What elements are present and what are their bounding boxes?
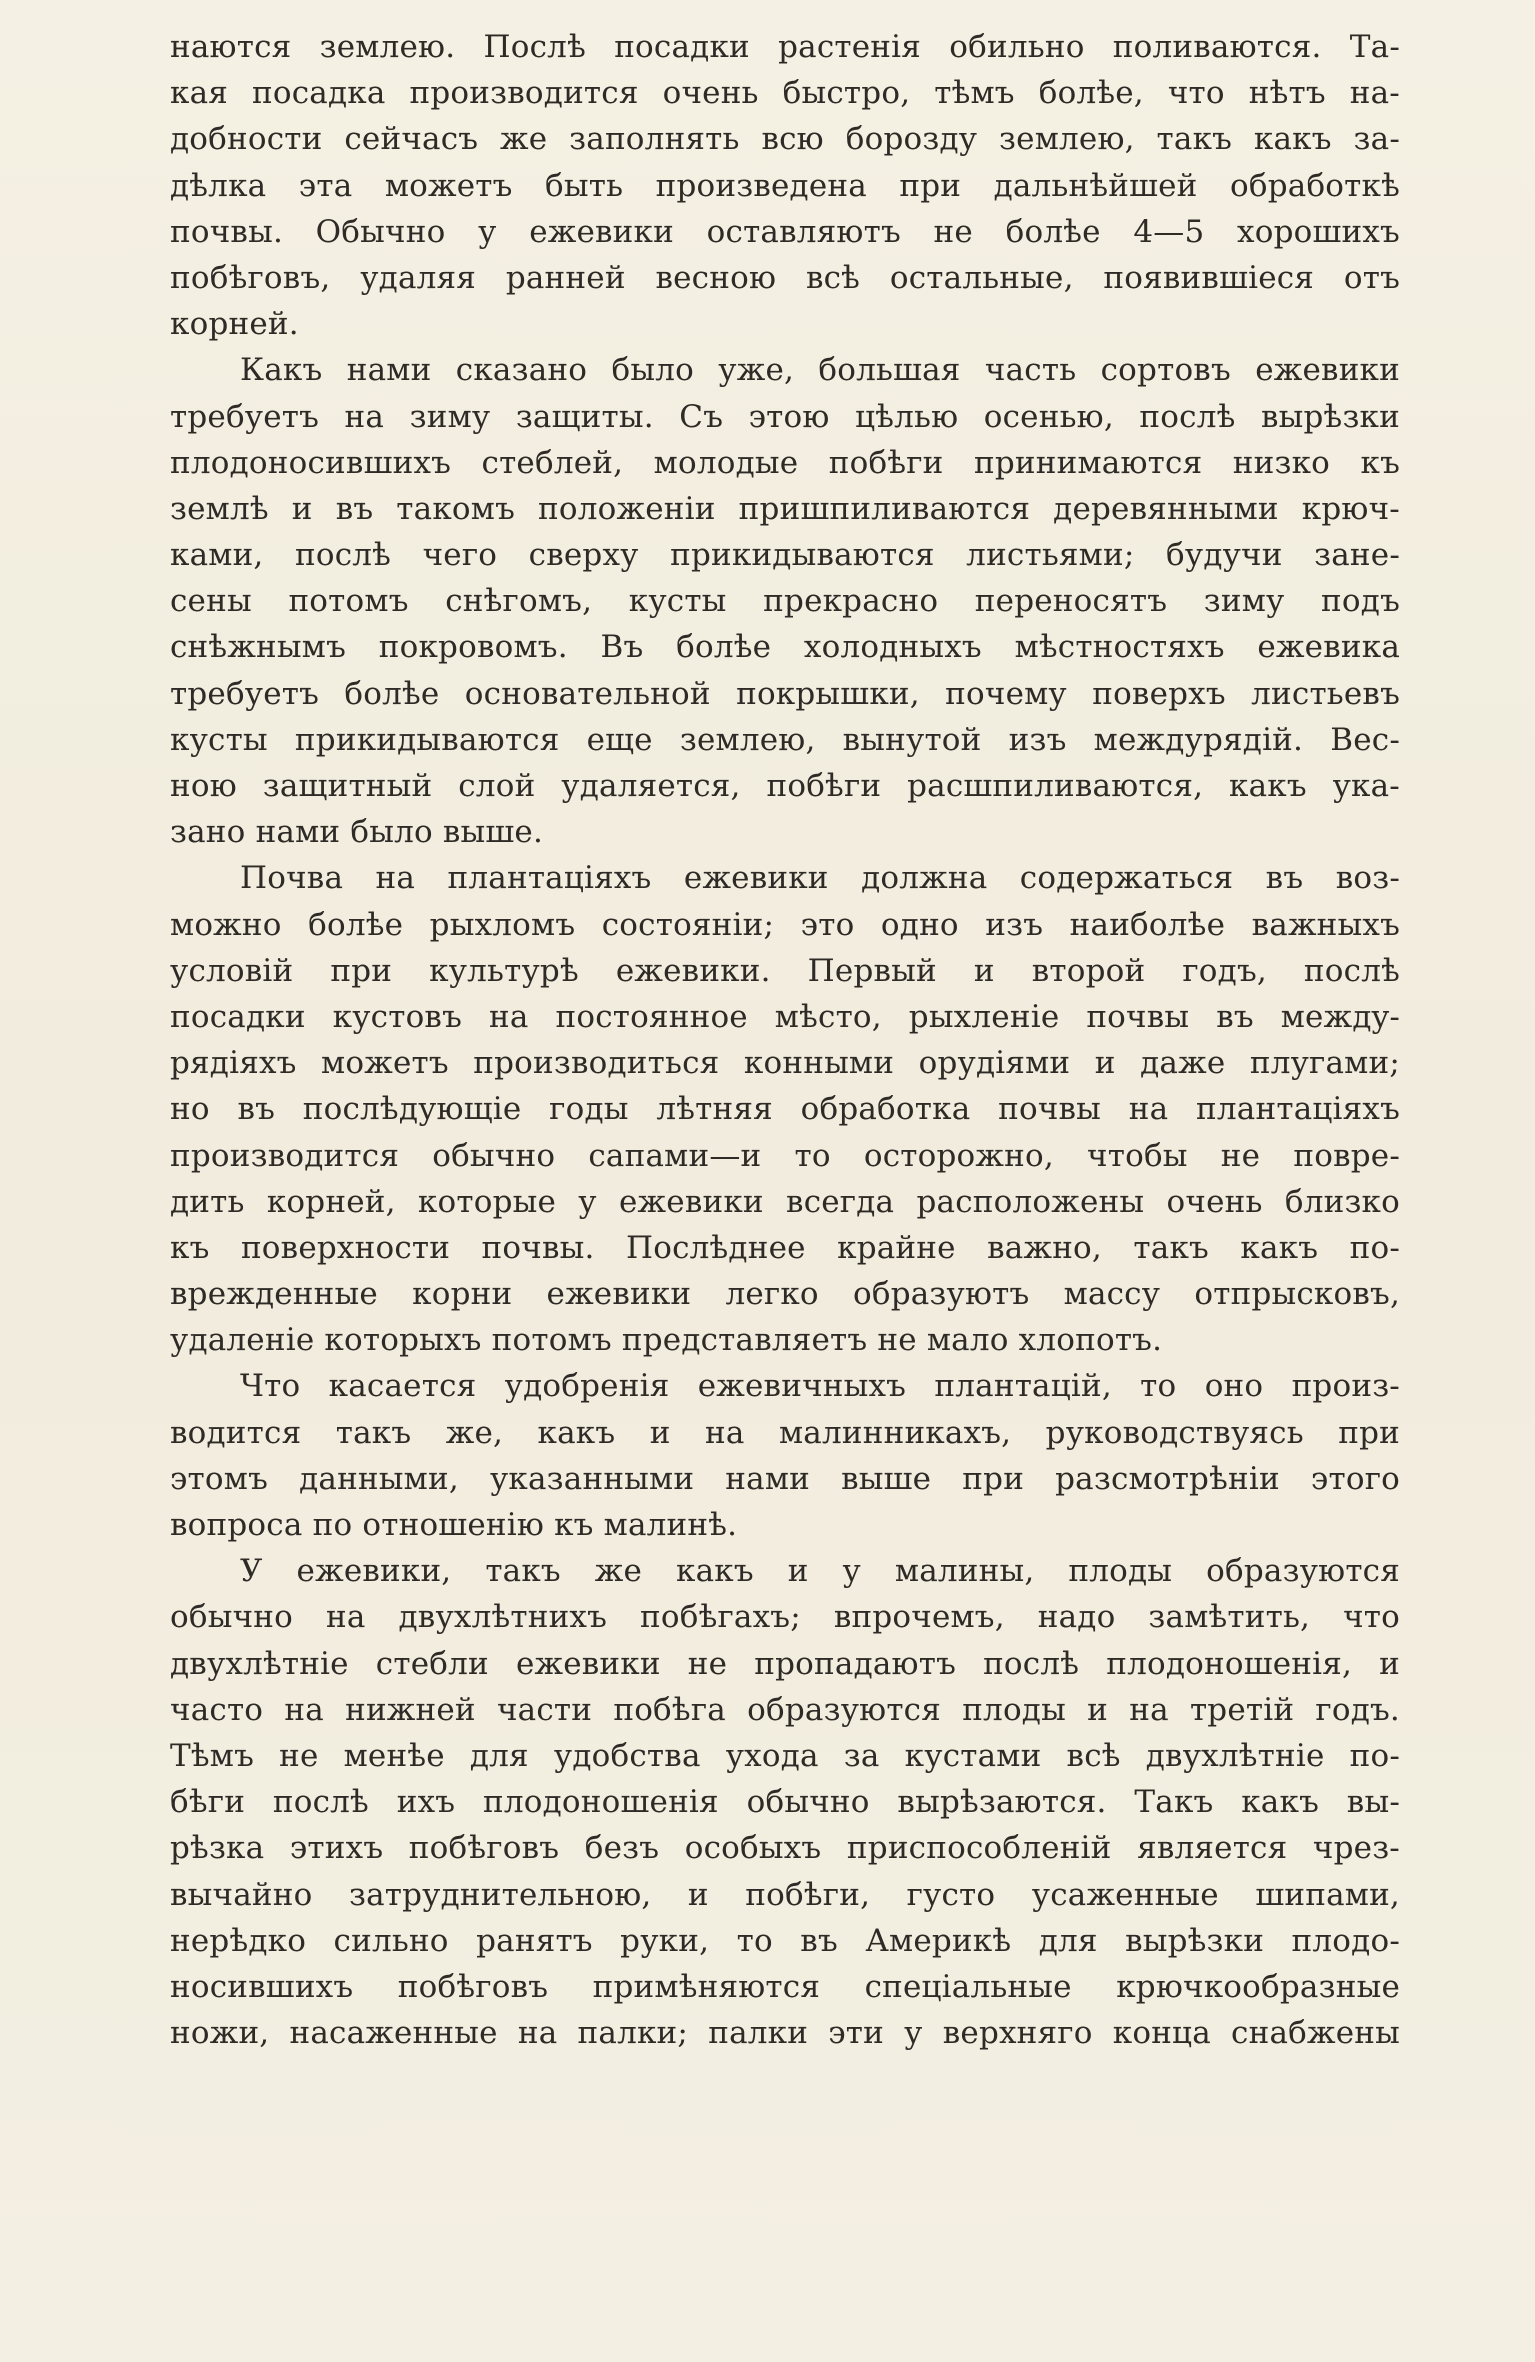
text-line: Что касается удобренія ежевичныхъ плантацій, то оно произ- [240, 1368, 1400, 1405]
text-line: зано нами было выше. [170, 814, 544, 851]
text-line: ною защитный слой удаляется, побѣги расшпиливаются, какъ ука- [170, 768, 1400, 804]
paragraph [170, 24, 1400, 347]
text-line: землѣ и въ такомъ положеніи пришпиливаются деревянными крюч- [170, 490, 1400, 527]
text-line: корней. [170, 306, 299, 343]
paragraph [170, 1363, 1400, 1548]
text-line: требуетъ на зиму защиты. Съ этою цѣлью осенью, послѣ вырѣзки [170, 398, 1400, 435]
text-line: Тѣмъ не менѣе для удобства ухода за кустами всѣ двухлѣтніе по- [170, 1737, 1400, 1774]
text-line: водится такъ же, какъ и на малинникахъ, руководствуясь при [170, 1414, 1400, 1451]
text-line: производится обычно сапами—и то осторожно, чтобы не повре- [170, 1137, 1400, 1174]
text-line: посадки кустовъ на постоянное мѣсто, рыхленіе почвы въ междy- [170, 998, 1400, 1035]
paragraph [170, 347, 1400, 855]
text-line: ножи, насаженные на палки; палки эти у верхняго конца снабжены [170, 2015, 1400, 2052]
text-line: врежденные корни ежевики легко образуютъ массу отпрысковъ, [170, 1276, 1400, 1313]
text-line: снѣжнымъ покровомъ. Въ болѣе холодныхъ мѣстностяхъ ежевика [170, 629, 1400, 666]
text-line: требуетъ болѣе основательной покрышки, почему поверхъ листьевъ [170, 675, 1400, 712]
text-line: добности сейчасъ же заполнять всю борозду землею, такъ какъ за- [170, 121, 1400, 158]
body-text [170, 24, 1400, 2056]
text-line: двухлѣтніе стебли ежевики не пропадаютъ послѣ плодоношенія, и [170, 1645, 1400, 1682]
text-line: но въ послѣдующіе годы лѣтняя обработка почвы на плантаціяхъ [170, 1091, 1400, 1128]
text-line: дѣлка эта можетъ быть произведена при дальнѣйшей обработкѣ [170, 167, 1400, 204]
text-line: кая посадка производится очень быстро, тѣмъ болѣе, что нѣтъ на- [170, 75, 1400, 112]
text-line: вопроса по отношенію къ малинѣ. [170, 1507, 738, 1543]
text-line: бѣги послѣ ихъ плодоношенія обычно вырѣзаются. Такъ какъ вы- [170, 1784, 1400, 1821]
text-line: можно болѣе рыхломъ состояніи; это одно изъ наиболѣе важныхъ [170, 906, 1400, 943]
text-line: условій при культурѣ ежевики. Первый и второй годъ, послѣ [170, 952, 1400, 989]
text-line: обычно на двухлѣтнихъ побѣгахъ; впрочемъ, надо замѣтить, что [170, 1599, 1400, 1636]
text-line: плодоносившихъ стеблей, молодые побѣги принимаются низко къ [170, 444, 1400, 481]
text-line: нерѣдко сильно ранятъ руки, то въ Америкѣ для вырѣзки плодо- [170, 1922, 1400, 1959]
text-line: часто на нижней части побѣга образуются плоды и на третій годъ. [170, 1691, 1400, 1728]
text-line: Почва на плантаціяхъ ежевики должна содержаться въ воз- [240, 860, 1400, 897]
text-line: удаленіе которыхъ потомъ представляетъ не мало хлопотъ. [170, 1322, 1163, 1359]
text-line: носившихъ побѣговъ примѣняются спеціальные крючкообразные [170, 1968, 1400, 2005]
text-line: вычайно затруднительною, и побѣги, густо усаженные шипами, [170, 1876, 1400, 1913]
text-line: ками, послѣ чего сверху прикидываются листьями; будучи зане- [170, 537, 1400, 574]
text-line: У ежевики, такъ же какъ и у малины, плоды образуются [240, 1553, 1400, 1590]
paragraph [170, 1548, 1400, 2056]
text-line: почвы. Обычно у ежевики оставляютъ не болѣе 4—5 хорошихъ [170, 213, 1400, 250]
paragraph [170, 855, 1400, 1363]
text-line: дить корней, которые у ежевики всегда расположены очень близко [170, 1183, 1400, 1220]
text-line: рѣзка этихъ побѣговъ безъ особыхъ приспособленій является чрез- [170, 1830, 1400, 1867]
text-line: наются землею. Послѣ посадки растенія обильно поливаются. Та- [170, 29, 1400, 65]
text-line: рядіяхъ можетъ производиться конными орудіями и даже плугами; [170, 1045, 1400, 1082]
text-line: къ поверхности почвы. Послѣднее крайне важно, такъ какъ по- [170, 1229, 1400, 1266]
text-line: этомъ данными, указанными нами выше при разсмотрѣніи этого [170, 1460, 1400, 1497]
text-line: Какъ нами сказано было уже, большая часть сортовъ ежевики [240, 352, 1400, 389]
text-line: побѣговъ, удаляя ранней весною всѣ остальные, появившіеся отъ [170, 259, 1400, 296]
text-line: кусты прикидываются еще землею, вынутой изъ междурядій. Вес- [170, 721, 1400, 758]
text-line: сены потомъ снѣгомъ, кусты прекрасно переносятъ зиму подъ [170, 583, 1400, 620]
